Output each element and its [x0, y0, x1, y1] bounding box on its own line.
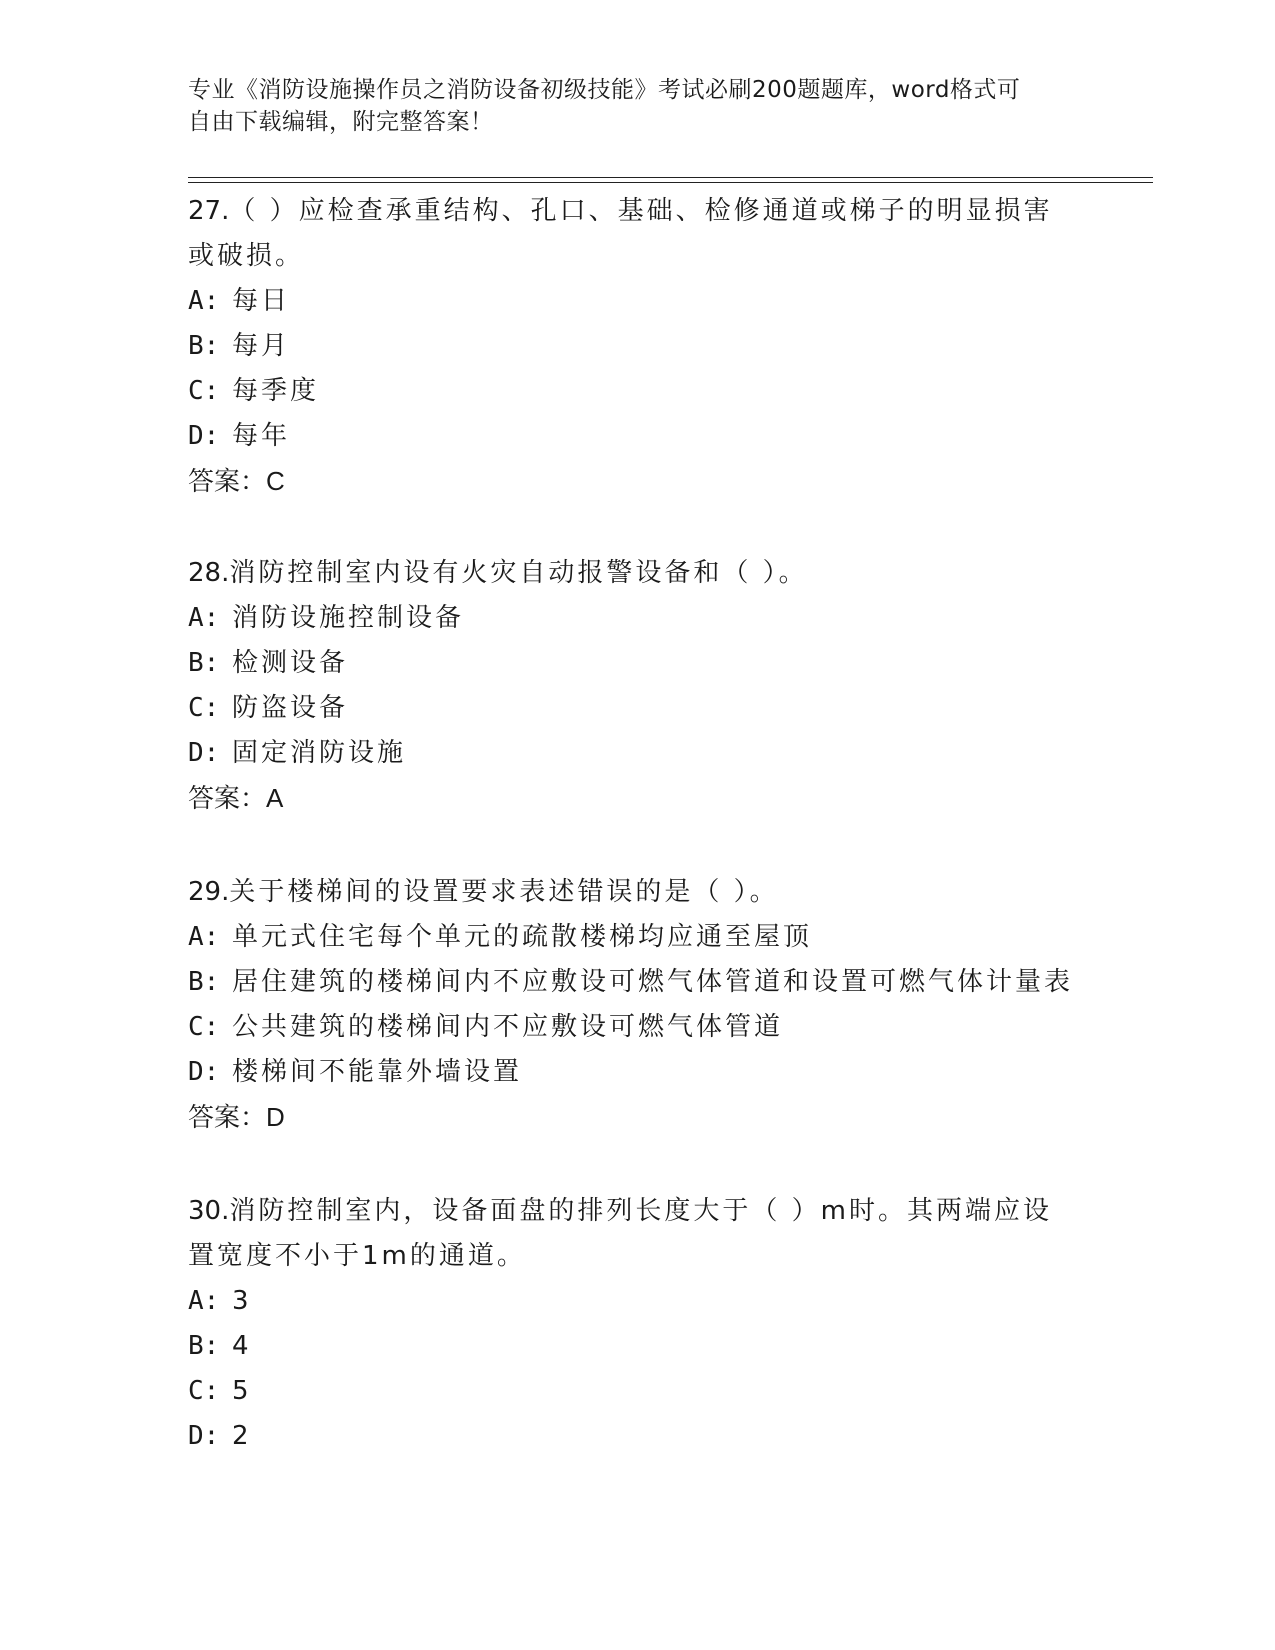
option-letter: D:	[188, 1057, 220, 1087]
option-d	[188, 1414, 1088, 1459]
option-letter: B:	[188, 648, 220, 678]
question-text-line-2: 或破损。	[188, 241, 305, 271]
question-text-line-1: 消防控制室内设有火灾自动报警设备和（ ）。	[229, 558, 808, 588]
question-stem	[188, 551, 1088, 596]
option-a	[188, 596, 1088, 641]
option-text: 检测设备	[232, 648, 349, 678]
question-27	[188, 189, 1088, 505]
answer-label: 答案：	[188, 784, 267, 814]
option-text: 公共建筑的楼梯间内不应敷设可燃气体管道	[232, 1012, 784, 1042]
option-letter: C:	[188, 693, 220, 723]
question-number: 29.	[188, 877, 230, 907]
option-letter: D:	[188, 738, 220, 768]
option-letter: A:	[188, 922, 220, 952]
question-text-line-2: 置宽度不小于1m的通道。	[188, 1241, 526, 1271]
option-text: 固定消防设施	[232, 738, 407, 768]
question-number: 28.	[188, 558, 230, 588]
option-letter: C:	[188, 376, 220, 406]
question-28	[188, 551, 1088, 822]
option-b	[188, 641, 1088, 686]
answer-line	[188, 776, 1088, 822]
option-b	[188, 324, 1088, 369]
question-stem	[188, 1189, 1088, 1234]
document-header	[188, 74, 1068, 138]
question-text-line-1: 消防控制室内，设备面盘的排列长度大于（ ）m时。其两端应设	[229, 1196, 1052, 1226]
option-text: 居住建筑的楼梯间内不应敷设可燃气体管道和设置可燃气体计量表	[232, 967, 1074, 997]
answer-label: 答案：	[188, 467, 267, 497]
option-a	[188, 1279, 1088, 1324]
header-line-2: 自由下载编辑，附完整答案！	[188, 109, 494, 135]
option-b	[188, 960, 1088, 1005]
option-text: 单元式住宅每个单元的疏散楼梯均应通至屋顶	[232, 922, 813, 952]
question-text-line-1: 关于楼梯间的设置要求表述错误的是（ ）。	[229, 877, 779, 907]
option-text: 消防设施控制设备	[232, 603, 465, 633]
option-a	[188, 915, 1088, 960]
answer-line	[188, 1095, 1088, 1141]
option-a	[188, 279, 1088, 324]
answer-value: C	[266, 466, 285, 496]
question-text-line-1: （ ）应检查承重结构、孔口、基础、检修通道或梯子的明显损害	[229, 196, 1053, 226]
option-d	[188, 1050, 1088, 1095]
option-text: 2	[232, 1421, 252, 1451]
option-letter: B:	[188, 331, 220, 361]
option-text: 每日	[232, 286, 291, 316]
option-d	[188, 414, 1088, 459]
answer-value: D	[266, 1102, 285, 1132]
option-text: 每季度	[232, 376, 320, 406]
option-c	[188, 1005, 1088, 1050]
option-text: 3	[232, 1286, 252, 1316]
option-text: 防盗设备	[232, 693, 349, 723]
option-c	[188, 369, 1088, 414]
option-text: 楼梯间不能靠外墙设置	[232, 1057, 523, 1087]
option-c	[188, 686, 1088, 731]
option-letter: D:	[188, 1421, 220, 1451]
question-number: 30.	[188, 1196, 230, 1226]
option-letter: A:	[188, 603, 220, 633]
option-letter: B:	[188, 1331, 220, 1361]
option-b	[188, 1324, 1088, 1369]
option-text: 4	[232, 1331, 252, 1361]
question-stem	[188, 189, 1088, 234]
option-letter: B:	[188, 967, 220, 997]
question-29	[188, 870, 1088, 1141]
header-divider-top	[188, 177, 1153, 178]
option-text: 每月	[232, 331, 291, 361]
question-number: 27.	[188, 196, 230, 226]
option-text: 每年	[232, 421, 291, 451]
option-c	[188, 1369, 1088, 1414]
question-30	[188, 1189, 1088, 1459]
header-divider-bottom	[188, 182, 1153, 183]
answer-value: A	[266, 783, 284, 813]
option-text: 5	[232, 1376, 252, 1406]
option-letter: C:	[188, 1376, 220, 1406]
question-stem	[188, 870, 1088, 915]
option-letter: A:	[188, 286, 220, 316]
answer-line	[188, 459, 1088, 505]
answer-label: 答案：	[188, 1103, 267, 1133]
option-d	[188, 731, 1088, 776]
option-letter: C:	[188, 1012, 220, 1042]
option-letter: D:	[188, 421, 220, 451]
header-line-1: 专业《消防设施操作员之消防设备初级技能》考试必刷200题题库，word格式可	[188, 77, 1021, 103]
option-letter: A:	[188, 1286, 220, 1316]
